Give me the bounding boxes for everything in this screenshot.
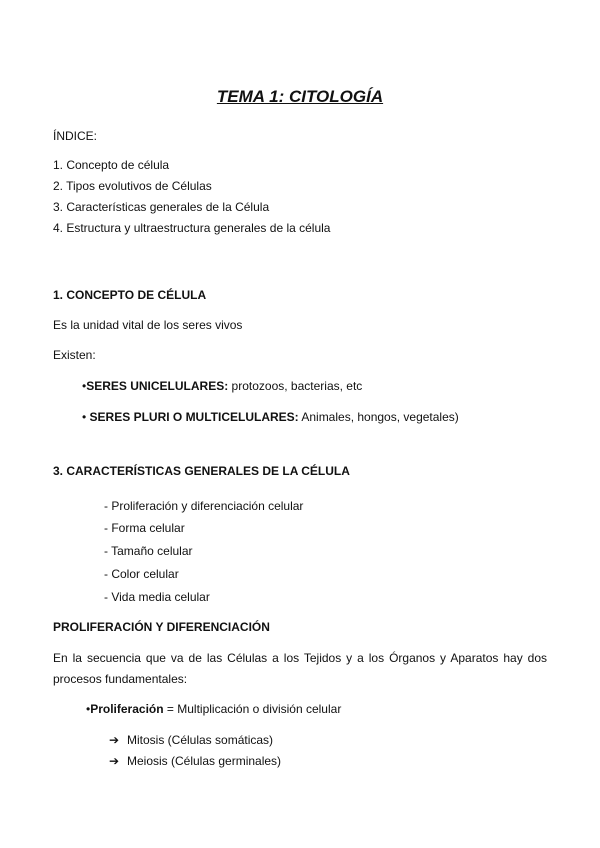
bullet-text: Animales, hongos, vegetales) — [298, 410, 459, 424]
list-item: - Proliferación y diferenciación celular — [104, 499, 304, 513]
bullet-mark: • — [82, 410, 90, 424]
list-item: - Tamaño celular — [104, 544, 193, 558]
index-item: 2. Tipos evolutivos de Células — [53, 179, 212, 193]
bullet-item-unicelulares — [82, 378, 362, 394]
definition-text: Es la unidad vital de los seres vivos — [53, 318, 243, 332]
arrow-item-text: Meiosis (Células germinales) — [127, 754, 282, 768]
bullet-item-proliferacion — [86, 701, 341, 717]
list-item: - Vida media celular — [104, 590, 210, 604]
list-item: - Color celular — [104, 567, 179, 581]
page-title: TEMA 1: CITOLOGÍA — [216, 87, 384, 106]
index-heading: ÍNDICE: — [53, 129, 98, 143]
index-item: 1. Concepto de célula — [53, 158, 170, 172]
arrow-item-mitosis — [109, 732, 273, 748]
index-item: 3. Características generales de la Célula — [53, 200, 270, 214]
bullet-text: = Multiplicación o división celular — [163, 702, 342, 716]
arrow-right-icon: ➔ — [109, 733, 120, 747]
bullet-text: protozoos, bacterias, etc — [228, 379, 363, 393]
bullet-mark: • — [86, 702, 91, 716]
arrow-item-meiosis — [109, 753, 281, 769]
arrow-right-icon: ➔ — [109, 754, 120, 768]
bullet-label: SERES PLURI O MULTICELULARES: — [89, 410, 299, 424]
bullet-item-multicelulares — [82, 409, 459, 425]
section-heading-concepto: 1. CONCEPTO DE CÉLULA — [53, 288, 207, 302]
index-item: 4. Estructura y ultraestructura generales de la célula — [53, 221, 331, 235]
list-item: - Forma celular — [104, 521, 185, 535]
bullet-mark: • — [82, 379, 87, 393]
existen-label: Existen: — [53, 348, 96, 362]
bullet-label: Proliferación — [90, 702, 164, 716]
subsection-heading-proliferacion: PROLIFERACIÓN Y DIFERENCIACIÓN — [53, 620, 270, 634]
paragraph-text: En la secuencia que va de las Células a los Tejidos y a los Órganos y Aparatos hay dos procesos fundamentales: — [53, 651, 547, 686]
bullet-label: SERES UNICELULARES: — [86, 379, 229, 393]
arrow-item-text: Mitosis (Células somáticas) — [127, 733, 274, 747]
section-heading-caracteristicas: 3. CARACTERÍSTICAS GENERALES DE LA CÉLULA — [53, 464, 350, 478]
